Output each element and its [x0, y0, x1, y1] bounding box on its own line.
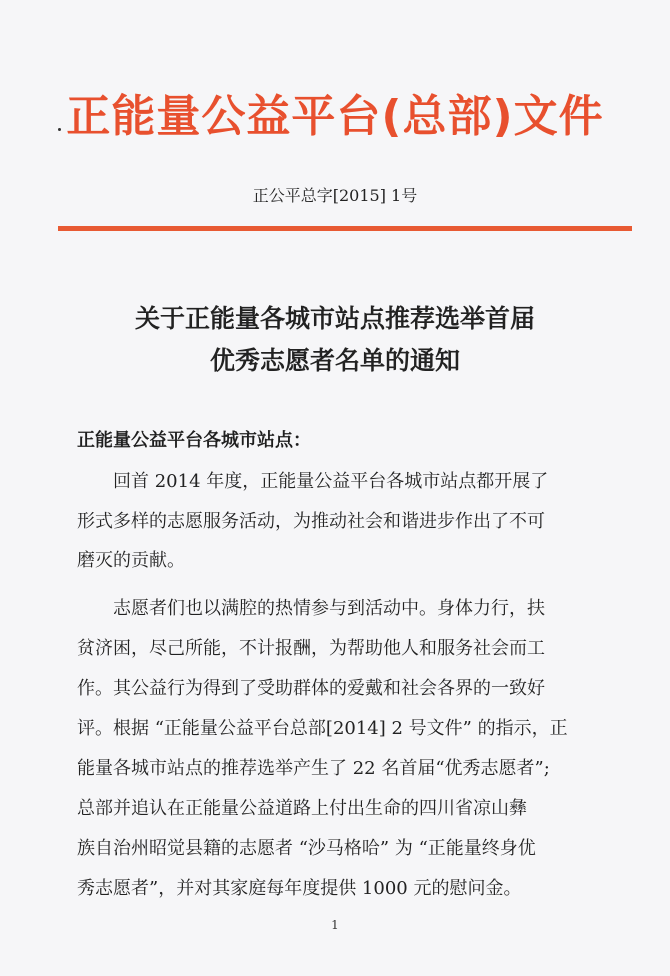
body-line: 能量各城市站点的推荐选举产生了 22 名首届“优秀志愿者”;: [77, 758, 550, 779]
body-line: 形式多样的志愿服务活动，为推动社会和谐进步作出了不可: [77, 511, 545, 532]
body-line: 回首 2014 年度，正能量公益平台各城市站点都开展了: [77, 471, 549, 492]
body-line: 志愿者们也以满腔的热情参与到活动中。身体力行，扶: [77, 598, 545, 619]
body-line: 作。其公益行为得到了受助群体的爱戴和社会各界的一致好: [77, 678, 545, 699]
body-line: 族自治州昭觉县籍的志愿者 “沙马格哈” 为 “正能量终身优: [77, 838, 536, 859]
salutation: 正能量公益平台各城市站点：: [77, 430, 311, 451]
document-number: 正公平总字[2015] 1号: [252, 186, 418, 205]
body-line: 秀志愿者”，并对其家庭每年度提供 1000 元的慰问金。: [77, 878, 522, 899]
body-line: 评。根据 “正能量公益平台总部[2014] 2 号文件” 的指示，正: [77, 718, 568, 739]
notice-title-line-1: 关于正能量各城市站点推荐选举首届: [134, 304, 535, 333]
body-line: 总部并追认在正能量公益道路上付出生命的四川省凉山彝: [77, 798, 527, 819]
red-divider-rule: [58, 226, 632, 231]
body-line: 贫济困，尽己所能，不计报酬，为帮助他人和服务社会而工: [77, 638, 545, 659]
body-line: 磨灭的贡献。: [77, 550, 185, 571]
document-header-title: 正能量公益平台(总部)文件: [66, 91, 604, 142]
notice-title-line-2: 优秀志愿者名单的通知: [209, 346, 460, 375]
page-number: 1: [331, 918, 339, 932]
